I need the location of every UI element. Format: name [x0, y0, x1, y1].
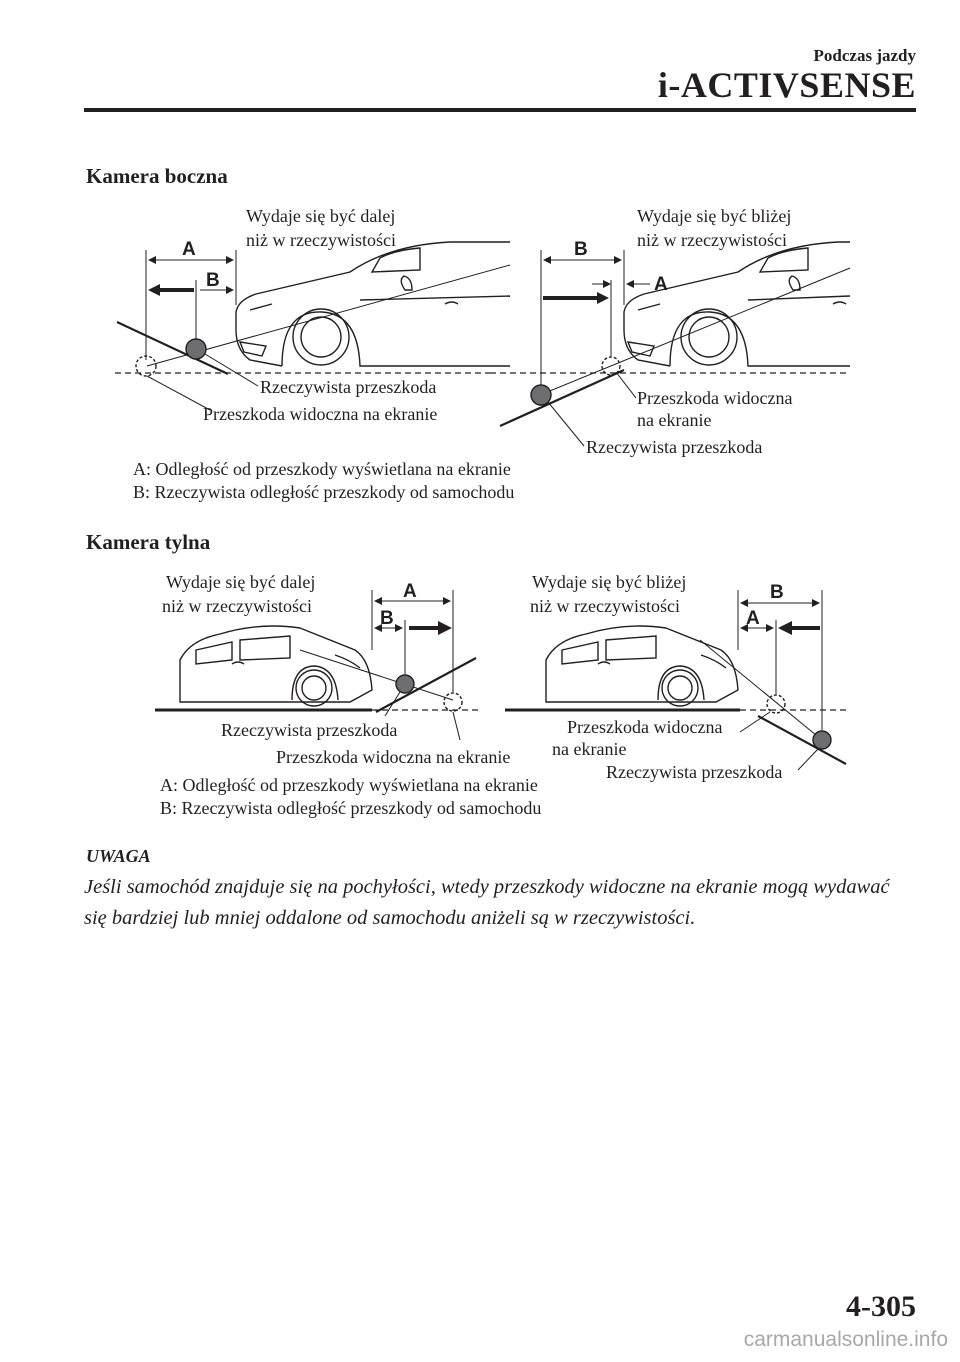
header-rule	[84, 108, 916, 112]
label-a: A	[654, 274, 668, 295]
car-rear-left	[180, 626, 372, 706]
rear-right-illustration	[505, 572, 850, 782]
actual-obstacle-label: Rzeczywista przeszkoda	[606, 762, 783, 782]
label-a: A	[746, 608, 760, 629]
label-b: B	[206, 270, 220, 291]
header-chapter: i-ACTIVSENSE	[657, 65, 916, 105]
label-a: A	[182, 239, 196, 260]
page-number: 4-305	[846, 1290, 916, 1323]
appears-farther-line2: niż w rzeczywistości	[162, 596, 312, 616]
actual-obstacle-label: Rzeczywista przeszkoda	[586, 437, 763, 457]
note-title: UWAGA	[86, 846, 151, 866]
rear-camera-diagram	[0, 560, 960, 830]
car-front-left	[236, 242, 510, 366]
side-camera-diagram	[0, 195, 960, 515]
car-front-right	[624, 242, 850, 366]
actual-obstacle-label: Rzeczywista przeszkoda	[221, 720, 398, 740]
header-section: Podczas jazdy	[813, 46, 916, 65]
rear-camera-title: Kamera tylna	[86, 530, 211, 554]
on-screen-obstacle-label-2: na ekranie	[637, 410, 712, 430]
rear-left-illustration	[155, 572, 510, 767]
side-right-illustration	[490, 206, 850, 457]
appears-farther-line1: Wydaje się być dalej	[166, 572, 316, 592]
on-screen-obstacle-label: Przeszkoda widoczna na ekranie	[203, 404, 438, 424]
label-b: B	[380, 608, 394, 629]
on-screen-obstacle-label: Przeszkoda widoczna na ekranie	[276, 747, 511, 767]
appears-closer-line1: Wydaje się być bliżej	[532, 572, 687, 592]
appears-closer-line1: Wydaje się być bliżej	[637, 206, 792, 226]
thick-arrow-right	[597, 292, 609, 304]
appears-closer-line2: niż w rzeczywistości	[637, 230, 787, 250]
watermark: carmanualsonline.info	[743, 1328, 948, 1351]
legend-a: A: Odległość od przeszkody wyświetlana na ekranie	[133, 459, 511, 479]
actual-obstacle-label: Rzeczywista przeszkoda	[260, 377, 437, 397]
appears-farther-line1: Wydaje się być dalej	[246, 206, 396, 226]
label-a: A	[403, 581, 417, 602]
label-b: B	[770, 582, 784, 603]
side-left-illustration	[115, 206, 510, 424]
thick-arrow-left	[148, 284, 160, 296]
car-rear-right	[546, 626, 738, 706]
label-b: B	[574, 239, 588, 260]
note-body: Jeśli samochód znajduje się na pochyłości, wtedy przeszkody widoczne na ekranie mogą wydawać się bardziej lub mniej oddalone od samochodu aniżeli są w rzeczywistości.	[84, 876, 890, 929]
legend-b: B: Rzeczywista odległość przeszkody od samochodu	[160, 798, 542, 818]
legend-a: A: Odległość od przeszkody wyświetlana na ekranie	[160, 775, 538, 795]
legend-b: B: Rzeczywista odległość przeszkody od samochodu	[133, 482, 515, 502]
actual-obstacle-marker	[186, 339, 206, 359]
on-screen-obstacle-label-2: na ekranie	[552, 739, 627, 759]
on-screen-obstacle-label-1: Przeszkoda widoczna	[637, 388, 793, 408]
on-screen-obstacle-label-1: Przeszkoda widoczna	[567, 717, 723, 737]
appears-farther-line2: niż w rzeczywistości	[246, 230, 396, 250]
appears-closer-line2: niż w rzeczywistości	[530, 596, 680, 616]
side-camera-title: Kamera boczna	[86, 164, 228, 188]
